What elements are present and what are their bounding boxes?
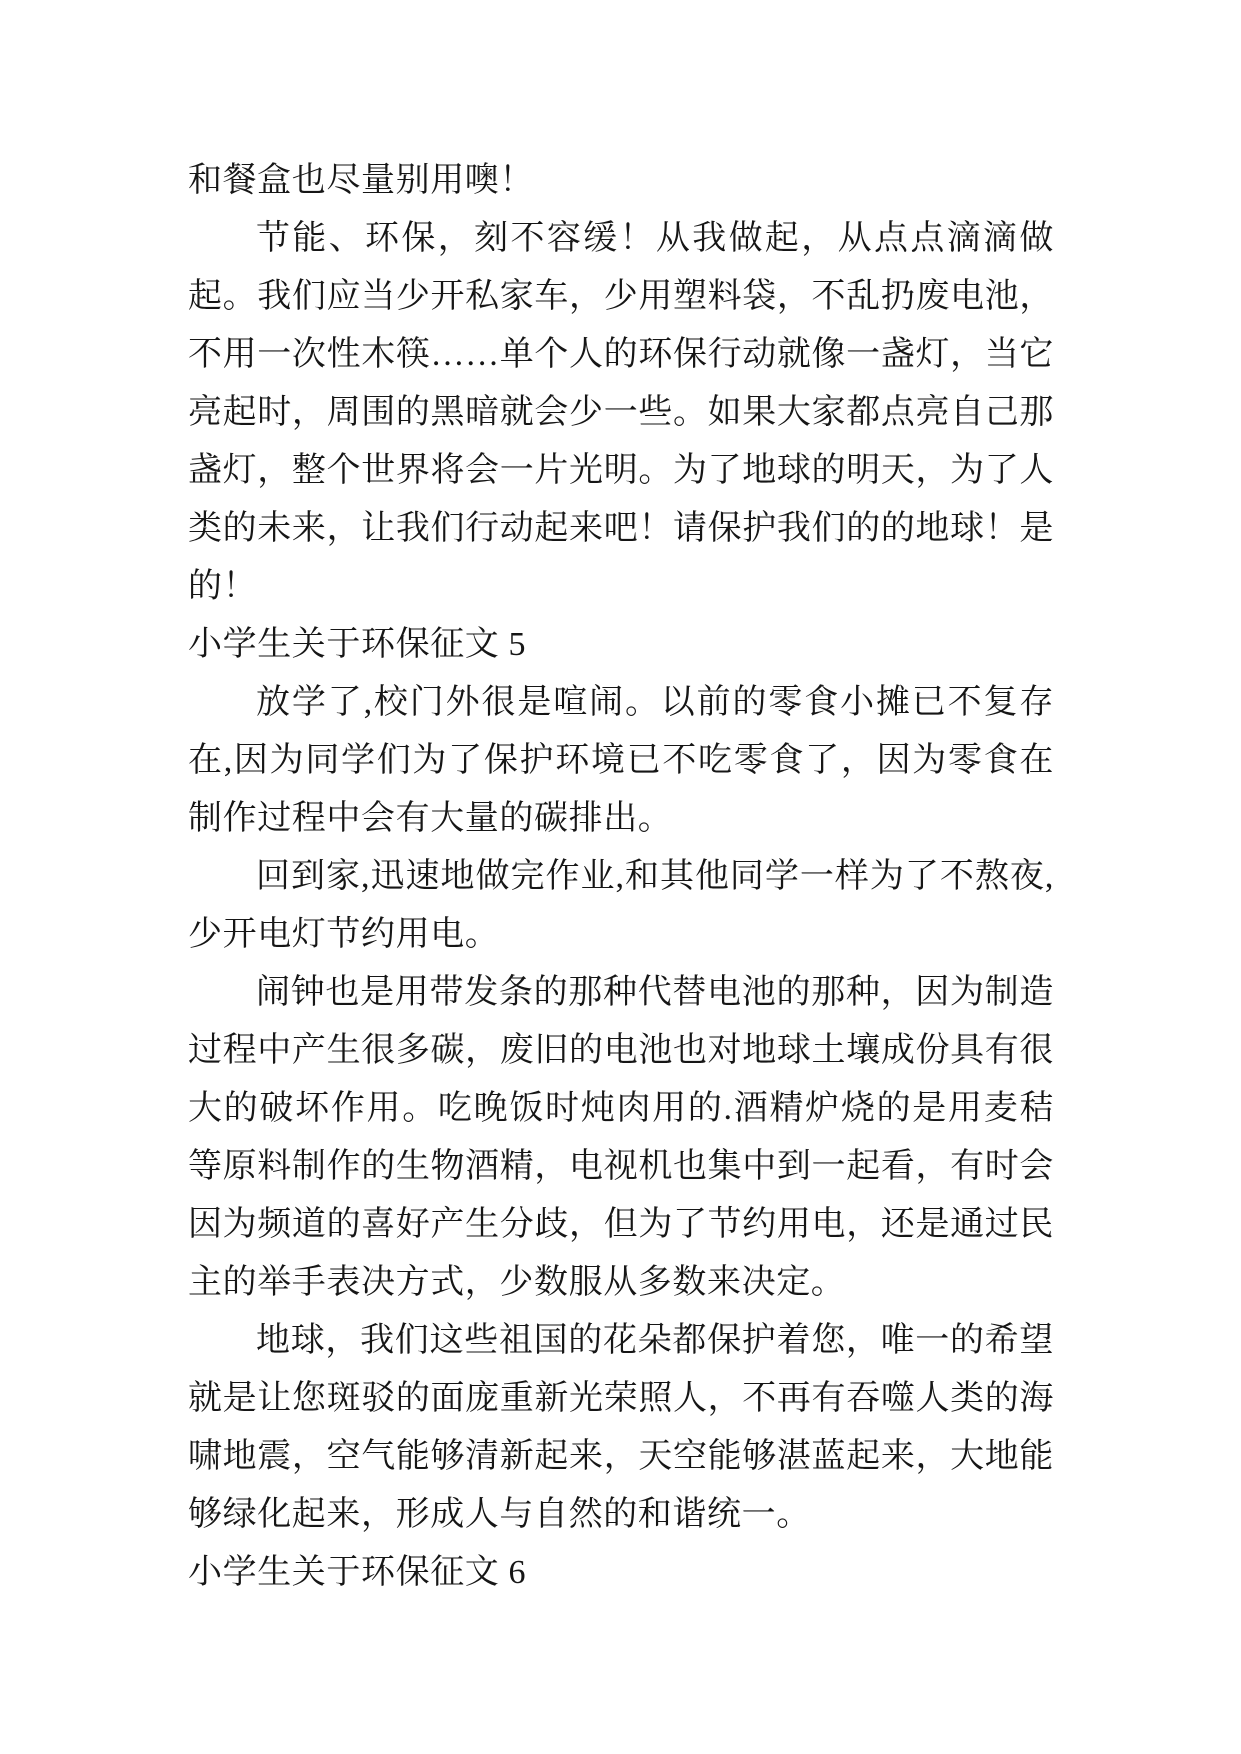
essay-paragraph: 地球，我们这些祖国的花朵都保护着您，唯一的希望就是让您斑驳的面庞重新光荣照人，不再有吞噬人类的海啸地震，空气能够清新起来，天空能够湛蓝起来，大地能够绿化起来，形成人与自然的和谐统一。 [188, 1322, 1054, 1533]
section-heading-essay-5: 小学生关于环保征文 5 [188, 626, 527, 663]
paragraph-continuation: 和餐盒也尽量别用噢！ [188, 162, 534, 199]
essay-text-block [188, 152, 1054, 1602]
section-heading-essay-6: 小学生关于环保征文 6 [188, 1554, 527, 1591]
essay-paragraph: 回到家,迅速地做完作业,和其他同学一样为了不熬夜,少开电灯节约用电。 [188, 858, 1054, 953]
essay-paragraph: 节能、环保，刻不容缓！从我做起，从点点滴滴做起。我们应当少开私家车，少用塑料袋，不乱扔废电池，不用一次性木筷……单个人的环保行动就像一盏灯，当它亮起时，周围的黑暗就会少一些。如果大家都点亮自己那盏灯，整个世界将会一片光明。为了地球的明天，为了人类的未来，让我们行动起来吧！请保护我们的的地球！是的！ [188, 220, 1054, 605]
essay-paragraph: 闹钟也是用带发条的那种代替电池的那种，因为制造过程中产生很多碳，废旧的电池也对地球土壤成份具有很大的破坏作用。吃晚饭时炖肉用的.酒精炉烧的是用麦秸等原料制作的生物酒精，电视机也集中到一起看，有时会因为频道的喜好产生分歧，但为了节约用电，还是通过民主的举手表决方式，少数服从多数来决定。 [188, 974, 1054, 1301]
essay-paragraph: 放学了,校门外很是喧闹。以前的零食小摊已不复存在,因为同学们为了保护环境已不吃零食了，因为零食在制作过程中会有大量的碳排出。 [188, 684, 1054, 837]
